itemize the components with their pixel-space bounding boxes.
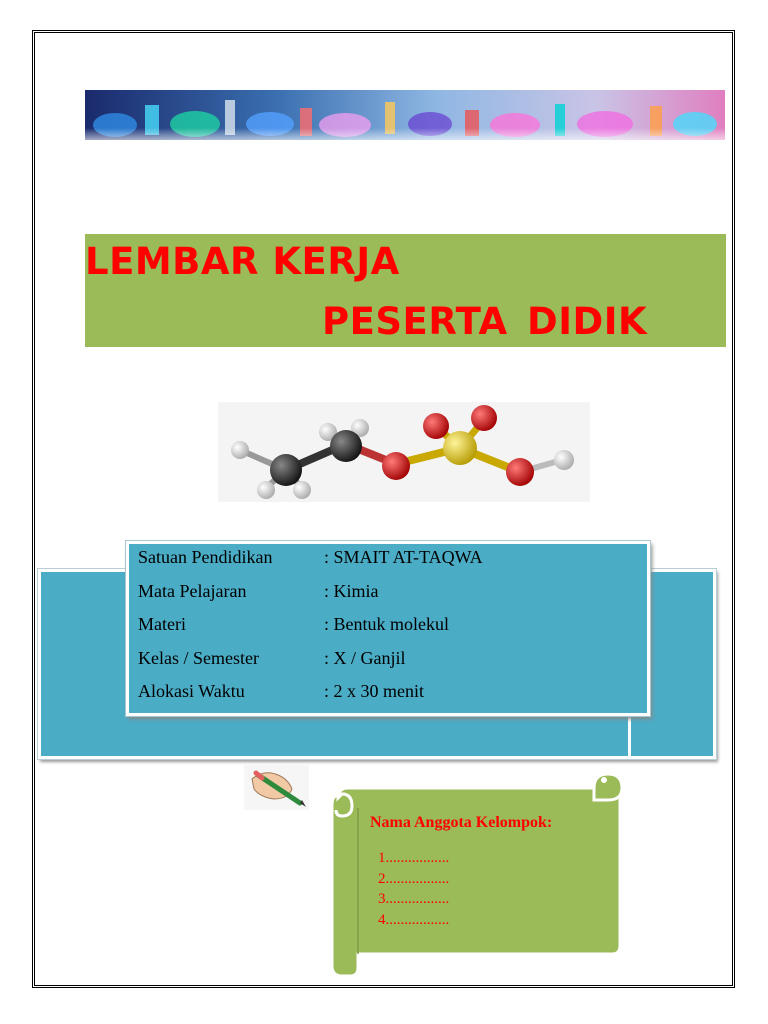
info-label: Mata Pelajaran	[138, 581, 247, 601]
lab-glassware-banner	[85, 90, 725, 140]
member-line-3: 3.................	[378, 891, 450, 907]
title-line-1: LEMBAR KERJA	[85, 240, 400, 283]
group-members-scroll	[328, 768, 626, 978]
member-line-4: 4.................	[378, 912, 450, 928]
info-label: Alokasi Waktu	[138, 681, 245, 701]
info-label: Materi	[138, 614, 186, 634]
title-line-2: PESERTA DIDIK	[322, 300, 648, 343]
info-value: : X / Ganjil	[324, 648, 406, 668]
info-label: Kelas / Semester	[138, 648, 259, 668]
member-line-2: 2.................	[378, 871, 450, 887]
info-value: : Kimia	[324, 581, 379, 601]
title-box	[85, 234, 726, 347]
molecule-icon	[218, 402, 590, 502]
info-value: : SMAIT AT-TAQWA	[324, 547, 483, 567]
info-label: Satuan Pendidikan	[138, 547, 273, 567]
group-title: Nama Anggota Kelompok:	[370, 814, 553, 831]
member-line-1: 1.................	[378, 850, 450, 866]
info-value: : 2 x 30 menit	[324, 681, 424, 701]
info-value: : Bentuk molekul	[324, 614, 449, 634]
info-panel	[126, 541, 650, 716]
panel-divider	[628, 714, 631, 756]
hand-writing-pencil-icon	[244, 765, 309, 810]
